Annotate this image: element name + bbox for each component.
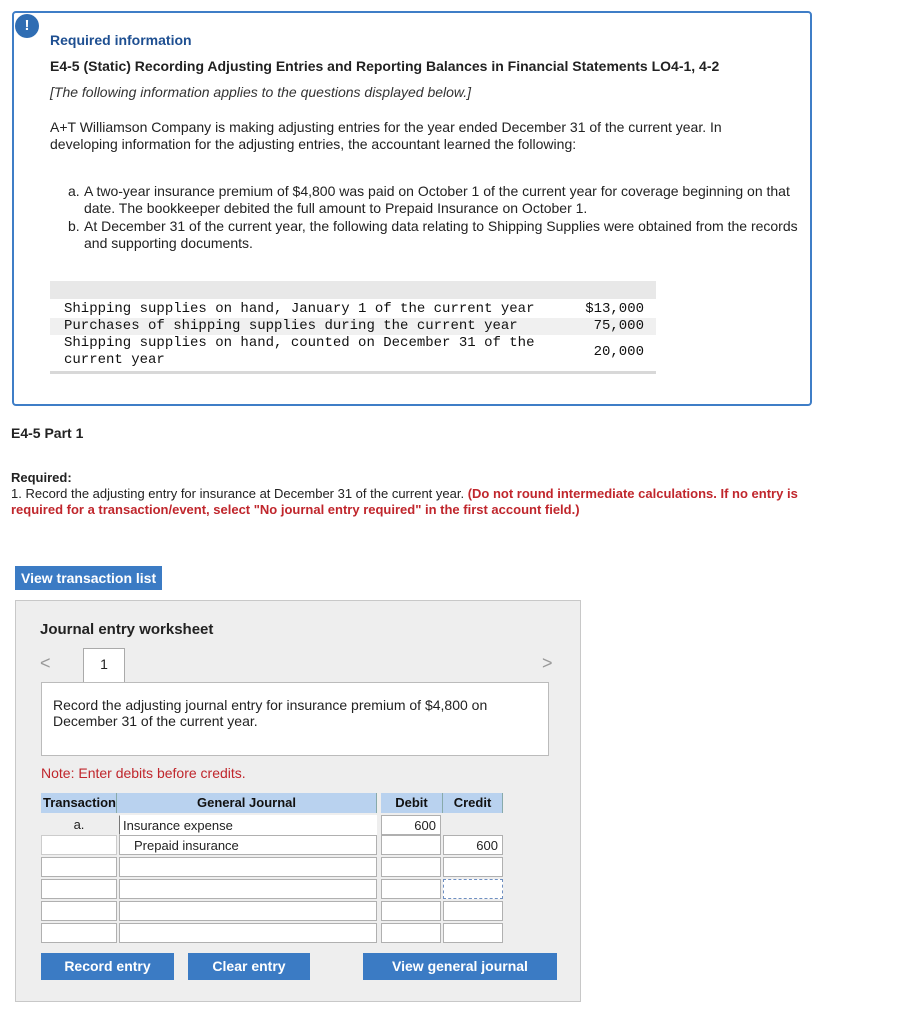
- list-item: [68, 183, 808, 217]
- entry-note: Note: Enter debits before credits.: [41, 765, 246, 781]
- row-label: Shipping supplies on hand, counted on December 31 of the current year: [64, 335, 535, 368]
- row-value: 75,000: [593, 318, 644, 334]
- worksheet-title: Journal entry worksheet: [40, 621, 214, 638]
- row-value: $13,000: [585, 301, 644, 317]
- required-information-panel: [12, 11, 812, 406]
- part-title: E4-5 Part 1: [11, 425, 84, 441]
- alert-icon: !: [15, 14, 39, 38]
- credit-header: Credit: [443, 793, 503, 813]
- requirement-note: (Do not round intermediate calculations. If no entry is required for a transaction/event, select "No journal entry required" in the first account field.): [11, 486, 798, 517]
- row-label: Shipping supplies on hand, January 1 of the current year: [64, 301, 535, 317]
- credit-field[interactable]: [443, 857, 503, 877]
- required-label: Required:: [11, 470, 72, 485]
- previous-arrow-icon[interactable]: <: [40, 653, 51, 673]
- debit-field[interactable]: 600: [381, 815, 441, 835]
- transaction-cell: a.: [73, 817, 85, 832]
- account-field[interactable]: Insurance expense: [119, 815, 377, 835]
- intro-paragraph: A+T Williamson Company is making adjusting entries for the year ended December 31 of the current year. In developing information for the adjusting entries, the accountant learned the following:: [50, 119, 722, 152]
- account-field[interactable]: [119, 923, 377, 943]
- next-arrow-icon[interactable]: >: [542, 653, 553, 673]
- credit-field[interactable]: [443, 923, 503, 943]
- debit-field[interactable]: [381, 835, 441, 855]
- row-value: 20,000: [593, 343, 644, 360]
- list-marker: a.: [68, 183, 80, 199]
- transaction-cell: [41, 857, 117, 877]
- transaction-cell: [41, 835, 117, 855]
- view-general-journal-button[interactable]: View general journal: [363, 953, 557, 980]
- transaction-cell: [41, 923, 117, 943]
- requirement-main: 1. Record the adjusting entry for insurance at December 31 of the current year.: [11, 486, 465, 501]
- transaction-header: Transaction: [41, 793, 117, 813]
- table-row: [50, 335, 656, 369]
- credit-field[interactable]: 600: [443, 835, 503, 855]
- transaction-cell: [41, 901, 117, 921]
- applies-note: [The following information applies to the questions displayed below.]: [50, 84, 472, 100]
- view-transaction-list-button[interactable]: View transaction list: [15, 566, 162, 590]
- debit-header: Debit: [381, 793, 443, 813]
- general-journal-header: General Journal: [117, 793, 377, 813]
- list-item: [68, 218, 808, 252]
- required-info-heading: Required information: [50, 32, 192, 48]
- account-field[interactable]: [119, 901, 377, 921]
- tab-1[interactable]: 1: [83, 648, 125, 682]
- clear-entry-button[interactable]: Clear entry: [188, 953, 310, 980]
- table-row: [50, 318, 656, 335]
- entry-prompt: Record the adjusting journal entry for insurance premium of $4,800 on December 31 of the current year.: [41, 682, 549, 756]
- row-label: Purchases of shipping supplies during the current year: [64, 318, 518, 334]
- account-field[interactable]: Prepaid insurance: [119, 835, 377, 855]
- record-entry-button[interactable]: Record entry: [41, 953, 174, 980]
- journal-entry-worksheet: [15, 600, 581, 1002]
- credit-field[interactable]: [443, 815, 503, 835]
- debit-field[interactable]: [381, 901, 441, 921]
- list-item-text: At December 31 of the current year, the following data relating to Shipping Supplies were obtained from the records and supporting documents.: [84, 218, 798, 251]
- debit-field[interactable]: [381, 923, 441, 943]
- credit-field[interactable]: [443, 901, 503, 921]
- list-marker: b.: [68, 218, 80, 234]
- exercise-title: E4-5 (Static) Recording Adjusting Entries and Reporting Balances in Financial Statements LO4-1, 4-2: [50, 58, 720, 74]
- debit-field[interactable]: [381, 879, 441, 899]
- debit-field[interactable]: [381, 857, 441, 877]
- transaction-cell: [41, 879, 117, 899]
- table-row: [50, 301, 656, 318]
- list-item-text: A two-year insurance premium of $4,800 was paid on October 1 of the current year for coverage beginning on that date. The bookkeeper debited the full amount to Prepaid Insurance on October 1.: [84, 183, 790, 216]
- shipping-supplies-table: [50, 281, 656, 374]
- account-field[interactable]: [119, 879, 377, 899]
- credit-field[interactable]: [443, 879, 503, 899]
- account-field[interactable]: [119, 857, 377, 877]
- requirement-text: [11, 486, 801, 518]
